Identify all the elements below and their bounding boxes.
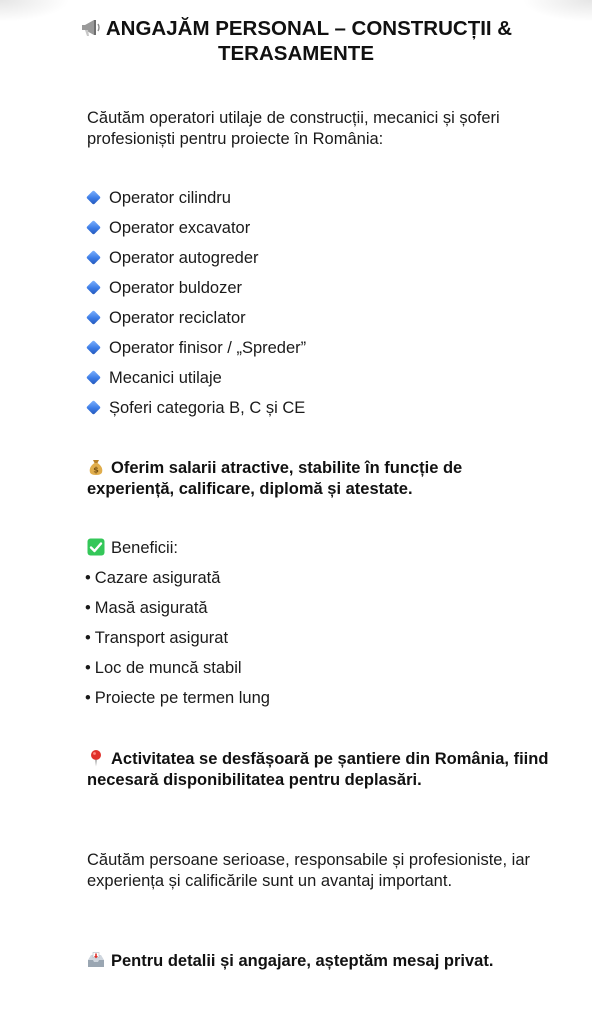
blue-diamond-icon (86, 220, 101, 235)
benefit-label: Transport asigurat (94, 629, 229, 647)
list-item (87, 218, 552, 248)
contact-paragraph (87, 951, 552, 972)
check-mark-icon (87, 538, 105, 556)
intro-paragraph: Căutăm operatori utilaje de construcții, mecanici și șoferi profesioniști pentru proiecte în România: (87, 109, 500, 148)
bullet-glyph: • (85, 659, 91, 677)
benefit-label: Proiecte pe termen lung (94, 689, 270, 707)
salary-paragraph (87, 458, 552, 499)
megaphone-icon (80, 17, 102, 37)
role-label: Operator finisor / „Spreder” (109, 339, 307, 357)
seeking-paragraph: Căutăm persoane serioase, responsabile și profesioniste, iar experiența și calificările sunt un avantaj important. (87, 851, 530, 890)
list-item (85, 628, 552, 658)
salary-text: Oferim salarii atractive, stabilite în funcție de experiență, calificare, diplomă și atestate. (87, 459, 463, 498)
benefits-list (85, 568, 552, 718)
role-label: Operator buldozer (109, 279, 242, 297)
bullet-glyph: • (85, 599, 91, 617)
bullet-glyph: • (85, 689, 91, 707)
blue-diamond-icon (86, 370, 101, 385)
svg-text:$: $ (93, 465, 99, 475)
benefit-label: Loc de muncă stabil (94, 659, 242, 677)
list-item (87, 308, 552, 338)
blue-diamond-icon (86, 250, 101, 265)
blue-diamond-icon (86, 280, 101, 295)
benefit-label: Masă asigurată (94, 599, 208, 617)
list-item (85, 688, 552, 718)
role-label: Operator reciclator (109, 309, 246, 327)
benefits-heading (87, 538, 552, 559)
page-title-text: ANGAJĂM PERSONAL – CONSTRUCȚII & TERASAMENTE (105, 17, 513, 65)
list-item (87, 338, 552, 368)
list-item (85, 658, 552, 688)
location-paragraph (87, 749, 552, 790)
roles-list (87, 188, 552, 428)
list-item (85, 598, 552, 628)
list-item (87, 398, 552, 428)
benefits-heading-text: Beneficii: (111, 539, 178, 557)
blue-diamond-icon (86, 400, 101, 415)
blue-diamond-icon (86, 310, 101, 325)
benefit-label: Cazare asigurată (94, 569, 221, 587)
bullet-glyph: • (85, 629, 91, 647)
blue-diamond-icon (86, 190, 101, 205)
list-item (87, 248, 552, 278)
role-label: Șoferi categoria B, C și CE (109, 399, 306, 417)
list-item (87, 278, 552, 308)
role-label: Operator cilindru (109, 189, 231, 207)
list-item (87, 188, 552, 218)
money-bag-icon (87, 458, 105, 476)
bullet-glyph: • (85, 569, 91, 587)
location-text: Activitatea se desfășoară pe șantiere din România, fiind necesară disponibilitatea pentru deplasări. (87, 750, 549, 789)
pin-icon (87, 749, 105, 767)
list-item (85, 568, 552, 598)
role-label: Operator autogreder (109, 249, 259, 267)
role-label: Mecanici utilaje (109, 369, 222, 387)
page-title (40, 16, 552, 66)
inbox-icon (87, 951, 105, 969)
contact-text: Pentru detalii și angajare, așteptăm mesaj privat. (111, 952, 494, 970)
blue-diamond-icon (86, 340, 101, 355)
list-item (87, 368, 552, 398)
role-label: Operator excavator (109, 219, 251, 237)
